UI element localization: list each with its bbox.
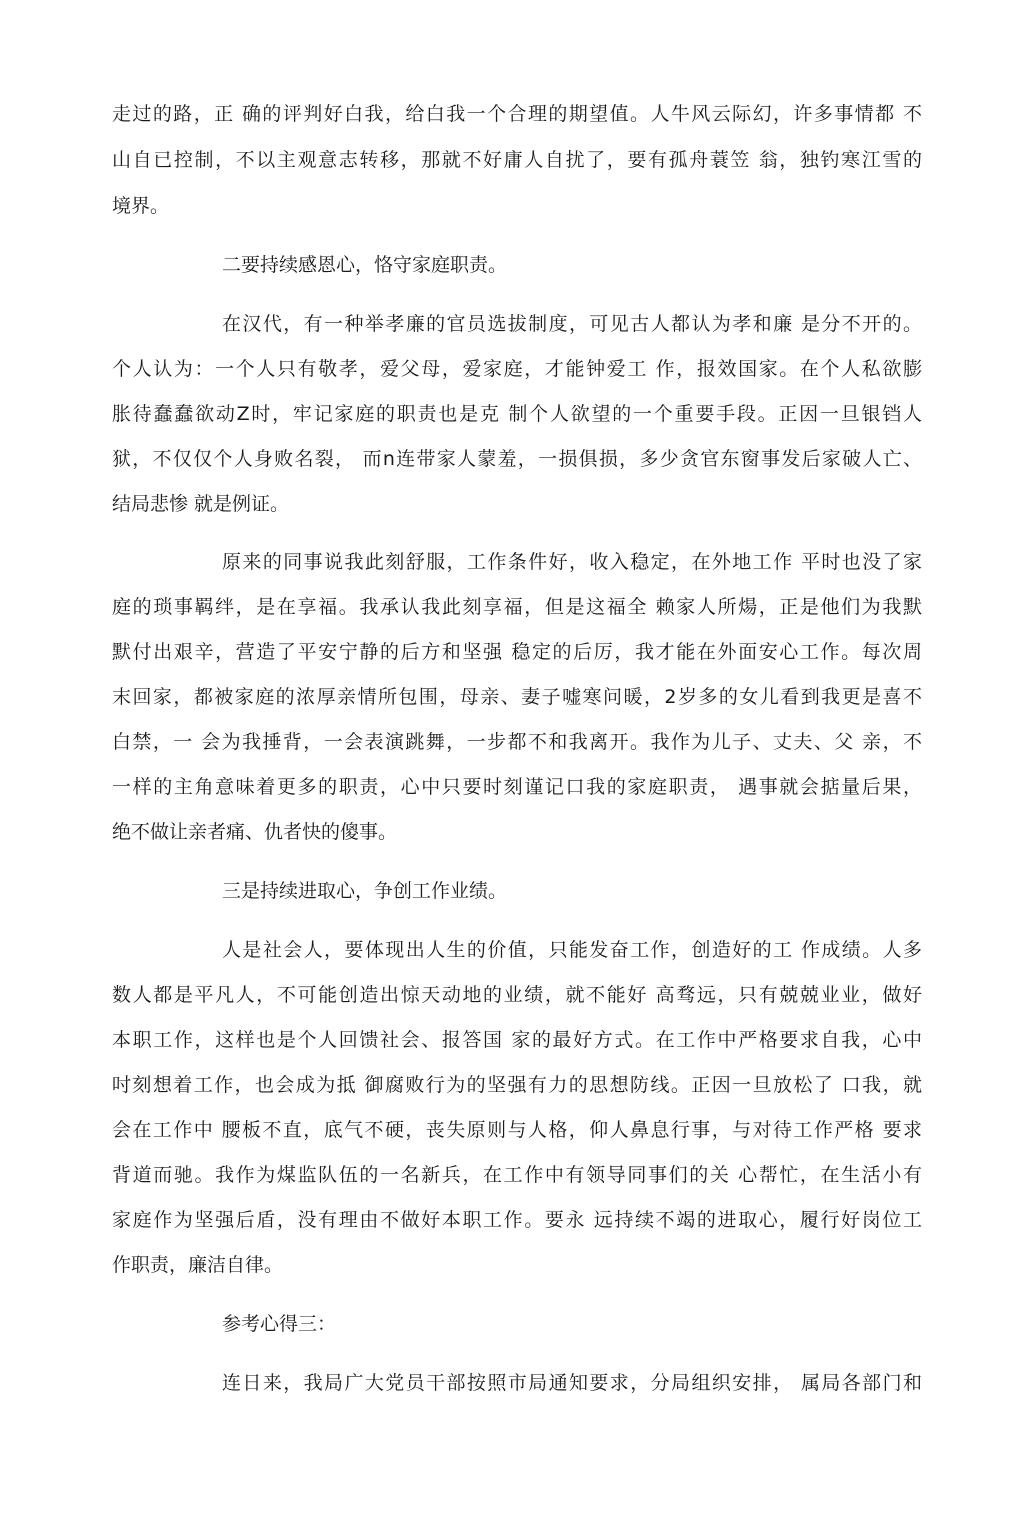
text-line: 背道而驰。我作为煤监队伍的一名新兵，在工作中有领导同事们的关 心帮忙，在生活小有 <box>112 1164 922 1186</box>
text-line: 一样的主角意味着更多的职责，心中只要时刻谨记口我的家庭职责， 遇事就会掂量后果， <box>112 776 922 798</box>
text-line: 末回家，都被家庭的浓厚亲情所包围，母亲、妻子嘘寒问暖，2岁多的女儿看到我更是喜不 <box>112 686 922 708</box>
text-line: 胀待蠢蠢欲动Z时，牢记家庭的职责也是克 制个人欲望的一个重要手段。正因一旦银铛人 <box>112 403 922 425</box>
text-line: 狱，不仅仅个人身败名裂， 而n连带家人蒙羞，一损俱损，多少贪官东窗事发后家破人亡、 <box>112 448 922 470</box>
section-heading: 参考心得三： <box>222 1313 337 1335</box>
text-line: 数人都是平凡人，不可能创造出惊天动地的业绩，就不能好 高骛远，只有兢兢业业，做好 <box>112 984 922 1006</box>
text-line: 作职责，廉洁自律。 <box>112 1254 284 1276</box>
text-line: 家庭作为坚强后盾，没有理由不做好本职工作。要永 远持续不竭的进取心，履行好岗位工 <box>112 1209 922 1231</box>
text-line: 本职工作，这样也是个人回馈社会、报答国 家的最好方式。在工作中严格要求自我，心中 <box>112 1029 922 1051</box>
text-line: 在汉代，有一种举孝廉的官员选拔制度，可见古人都认为孝和廉 是分不开的。 <box>222 313 922 335</box>
text-line: 原来的同事说我此刻舒服，工作条件好，收入稳定，在外地工作 平时也没了家 <box>222 551 922 573</box>
section-heading: 二要持续感恩心，恪守家庭职责。 <box>222 254 508 276</box>
text-line: 个人认为：一个人只有敬孝，爱父母，爱家庭，才能钟爱工 作，报效国家。在个人私欲膨 <box>112 358 922 380</box>
text-line: 绝不做让亲者痛、仇者快的傻事。 <box>112 821 398 843</box>
section-heading: 三是持续进取心，争创工作业绩。 <box>222 880 508 902</box>
text-line: 白禁，一 会为我捶背，一会表演跳舞，一步都不和我离开。我作为儿子、丈夫、父 亲，不 <box>112 731 922 753</box>
text-line: 连日来，我局广大党员干部按照市局通知要求，分局组织安排， 属局各部门和 <box>222 1372 922 1394</box>
text-line: 吋刻想着工作，也会成为抵 御腐败行为的坚强有力的思想防线。正因一旦放松了 口我，就 <box>112 1074 922 1096</box>
text-line: 走过的路，正 确的评判好白我，给白我一个合理的期望值。人牛风云际幻，许多事情都 不 <box>112 103 922 125</box>
text-line: 会在工作中 腰板不直，底气不硬，丧失原则与人格，仰人鼻息行事，与对待工作严格 要求 <box>112 1119 922 1141</box>
text-line: 人是社会人，要体现出人生的价值，只能发奋工作，创造好的工 作成绩。人多 <box>222 939 922 961</box>
text-line: 山自已控制，不以主观意志转移，那就不好庸人自扰了，要有孤舟蓑笠 翁，独钓寒江雪的 <box>112 149 922 171</box>
text-line: 默付出艰辛，营造了平安宁静的后方和坚强 稳定的后厉，我才能在外面安心工作。每次周 <box>112 641 922 663</box>
text-line: 庭的琐事羁绊，是在享福。我承认我此刻享福，但是这福全 赖家人所煬，正是他们为我默 <box>112 596 922 618</box>
text-line: 境界。 <box>112 195 170 217</box>
text-line: 结局悲惨 就是例证。 <box>112 493 290 515</box>
